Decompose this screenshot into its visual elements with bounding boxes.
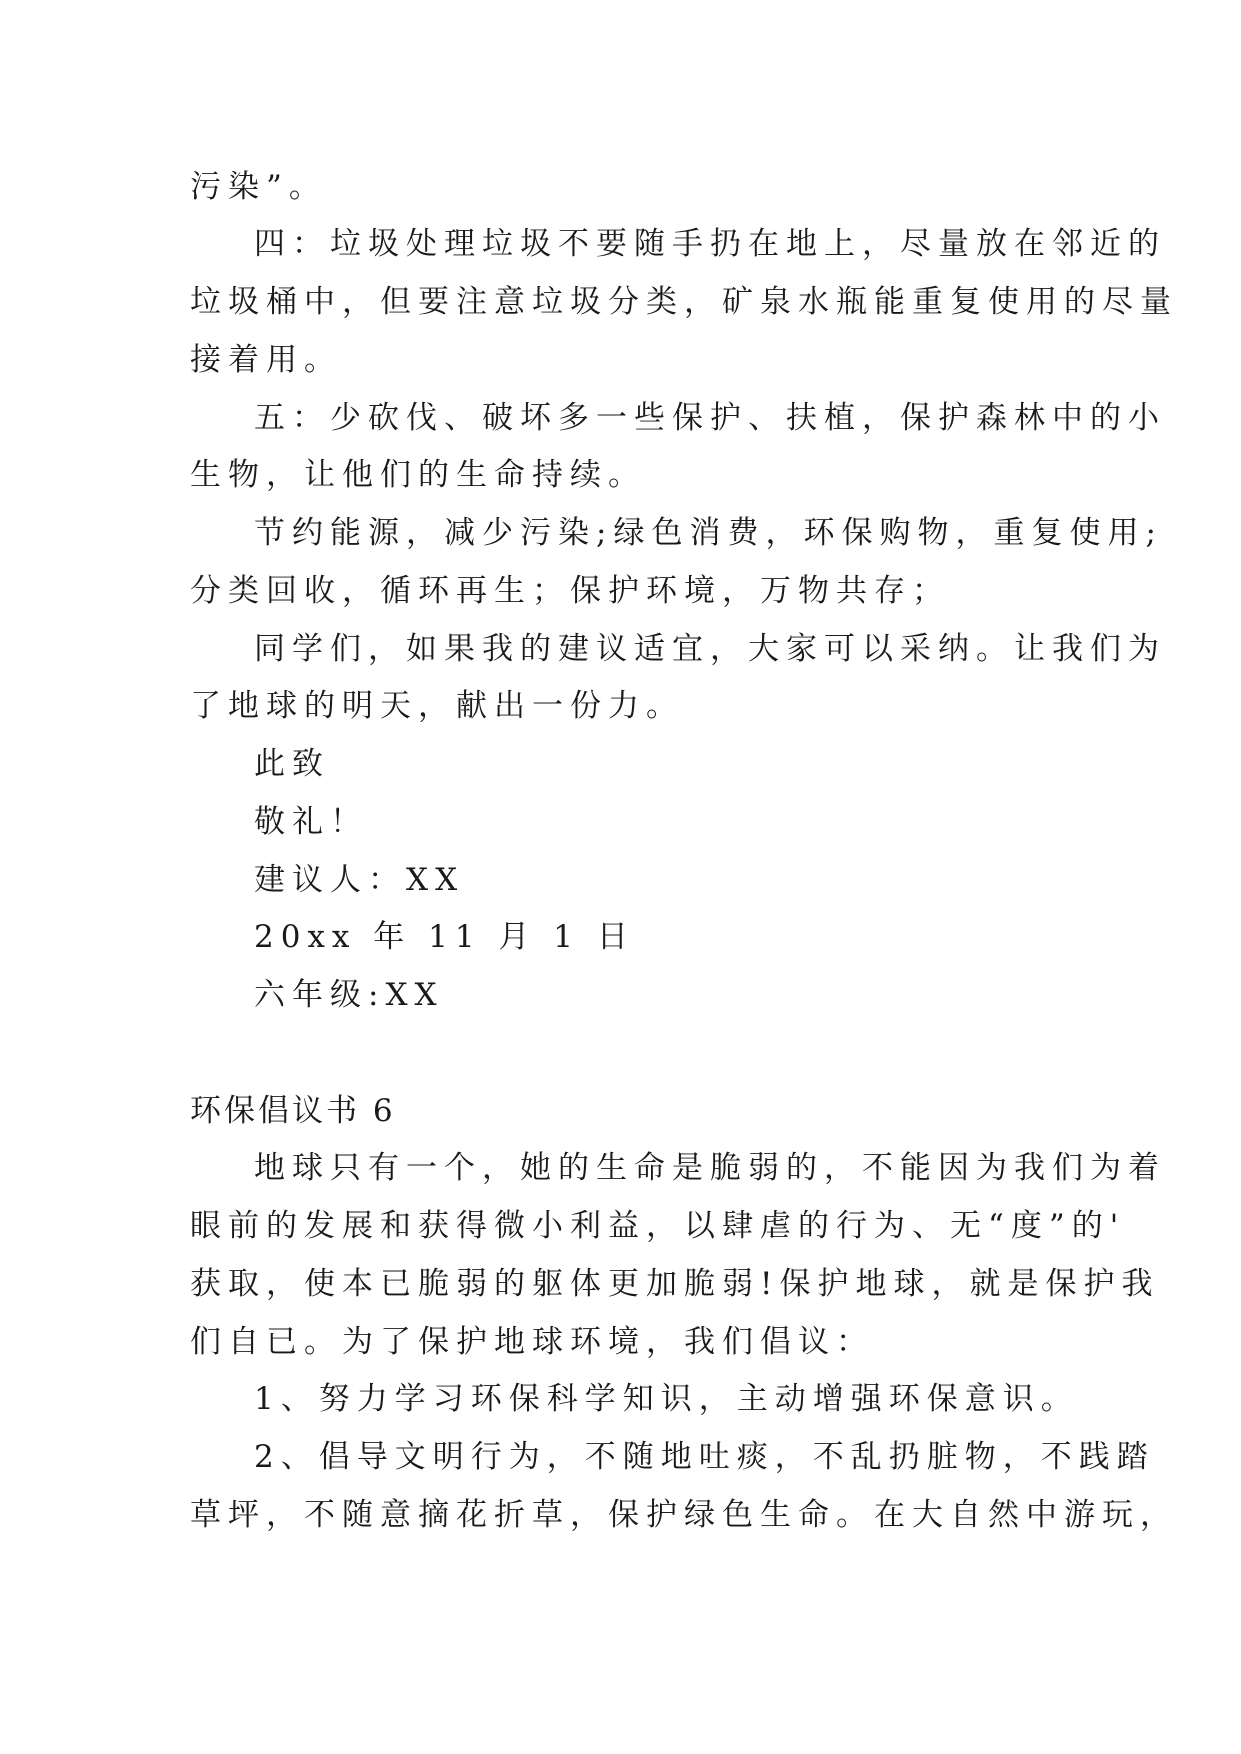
text-line: 分类回收，循环再生；保护环境，万物共存；	[190, 573, 950, 609]
salutation-regards: 敬礼！	[254, 804, 368, 840]
intro-paragraph-line: 地球只有一个，她的生命是脆弱的，不能因为我们为着	[254, 1150, 1166, 1186]
text-line: 生物，让他们的生命持续。	[190, 457, 646, 493]
closing-paragraph-line: 同学们，如果我的建议适宜，大家可以采纳。让我们为	[254, 631, 1166, 667]
list-item-1: 1、努力学习环保科学知识，主动增强环保意识。	[254, 1381, 1079, 1417]
slogan-line: 节约能源，减少污染;绿色消费，环保购物，重复使用;	[254, 515, 1163, 551]
paragraph-4-line: 四：垃圾处理垃圾不要随手扔在地上，尽量放在邻近的	[254, 226, 1166, 262]
text-line: 接着用。	[190, 342, 342, 378]
paragraph-5-line: 五：少砍伐、破坏多一些保护、扶植，保护森林中的小	[254, 400, 1166, 436]
salutation: 此致	[254, 746, 330, 782]
text-line: 眼前的发展和获得微小利益，以肆虐的行为、无“度”的'	[190, 1208, 1126, 1244]
signature-date: 20xx 年 11 月 1 日	[254, 919, 635, 955]
section-heading: 环保倡议书 6	[190, 1093, 396, 1129]
list-item-2-line: 2、倡导文明行为，不随地吐痰，不乱扔脏物，不践踏	[254, 1439, 1155, 1475]
text-line: 草坪，不随意摘花折草，保护绿色生命。在大自然中游玩，	[190, 1497, 1178, 1533]
text-line: 获取，使本已脆弱的躯体更加脆弱!保护地球，就是保护我	[190, 1266, 1160, 1302]
text-line: 们自已。为了保护地球环境，我们倡议：	[190, 1324, 874, 1360]
signature-grade: 六年级:XX	[254, 977, 444, 1013]
text-line: 污染”。	[190, 169, 327, 205]
text-line: 垃圾桶中，但要注意垃圾分类，矿泉水瓶能重复使用的尽量	[190, 284, 1178, 320]
signature-author: 建议人：XX	[254, 862, 465, 898]
text-line: 了地球的明天，献出一份力。	[190, 688, 684, 724]
